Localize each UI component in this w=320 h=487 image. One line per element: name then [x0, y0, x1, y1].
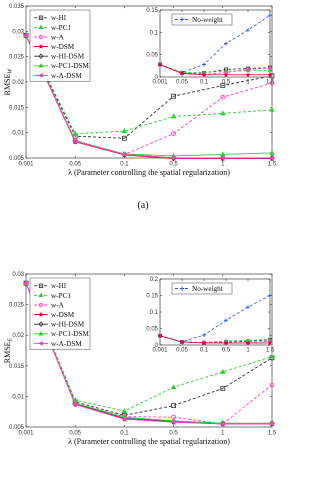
y-tick-label: 0.01 — [12, 394, 24, 401]
y-tick-label: 0.1 — [149, 30, 158, 37]
legend-label: w-PC1-DSM — [51, 330, 89, 339]
x-tick-label: 1.5 — [265, 79, 275, 86]
x-tick-label: 0.1 — [199, 347, 209, 354]
x-tick-label: 0.1 — [199, 79, 209, 86]
x-tick-label: 0.5 — [169, 161, 178, 168]
y-tick-label: 0.02 — [12, 333, 24, 340]
inset-chart — [146, 8, 275, 86]
figure-caption: (a) — [137, 200, 149, 211]
legend-label: w-A — [51, 301, 64, 310]
y-axis-label-sub: W — [7, 68, 14, 74]
legend-label: w-HI-DSM — [51, 52, 85, 61]
y-tick-label: 0.035 — [8, 4, 24, 10]
y-tick-label: 0.05 — [146, 52, 158, 59]
legend-label: w-DSM — [51, 43, 75, 51]
y-tick-label: 0.05 — [146, 326, 158, 333]
y-tick-label: 0.005 — [8, 156, 24, 162]
x-tick-label: 0.1 — [120, 161, 129, 168]
y-tick-label: 0.025 — [8, 302, 24, 309]
x-tick-label: 1.5 — [265, 347, 275, 354]
y-tick-label: 0.15 — [146, 8, 158, 14]
y-axis-label-sub: E — [7, 337, 14, 342]
inset-legend-label: No-weight — [192, 16, 223, 24]
x-tick-label: 1 — [246, 347, 250, 354]
y-tick-label: 0.025 — [8, 54, 24, 61]
y-tick-label: 0.005 — [8, 425, 24, 431]
legend-label: w-PC1 — [51, 23, 71, 32]
y-tick-label: 0.03 — [12, 29, 24, 36]
legend-label: w-HI — [51, 282, 67, 291]
y-axis-label-main: RMSE — [3, 341, 12, 364]
x-tick-label: 0.5 — [221, 79, 231, 86]
x-tick-label: 0.05 — [176, 79, 188, 86]
x-tick-label: 0.05 — [69, 161, 82, 168]
x-tick-label: 1 — [246, 79, 250, 86]
legend-label: w-PC1 — [51, 291, 71, 300]
x-axis-label: λ (Parameter controlling the spatial regularization) — [68, 437, 230, 446]
x-tick-label: 0.001 — [152, 79, 168, 86]
y-tick-label: 0.02 — [12, 80, 24, 86]
x-tick-label: 1.5 — [267, 161, 277, 168]
x-tick-label: 1.5 — [267, 430, 277, 437]
legend-label: w-A-DSM — [51, 71, 82, 80]
chart-a — [3, 4, 277, 211]
y-tick-label: 0.15 — [146, 293, 158, 300]
y-tick-label: 0.2 — [149, 277, 158, 283]
x-tick-label: 0.001 — [152, 347, 168, 354]
x-tick-label: 0.5 — [169, 430, 178, 437]
inset-legend-label: No-weight — [192, 285, 223, 293]
x-tick-label: 1 — [221, 430, 225, 437]
legend-label: w-DSM — [51, 311, 75, 319]
y-tick-label: 0.015 — [8, 363, 24, 370]
y-axis-label — [3, 68, 14, 96]
legend-label: w-HI — [51, 14, 67, 23]
x-tick-label: 0.001 — [18, 161, 34, 168]
inset-chart — [146, 277, 275, 354]
legend-label: w-A-DSM — [51, 339, 82, 348]
legend-label: w-HI-DSM — [51, 320, 85, 329]
x-axis-label: λ (Parameter controlling the spatial regularization) — [68, 168, 230, 177]
y-tick-label: 0.015 — [8, 105, 24, 112]
y-axis-label-main: RMSE — [3, 73, 12, 96]
y-axis-label — [3, 337, 14, 363]
y-tick-label: 0 — [154, 75, 158, 81]
chart-b — [3, 272, 277, 446]
legend-label: w-PC1-DSM — [51, 62, 89, 71]
legend-label: w-A — [51, 33, 64, 42]
x-tick-label: 0.001 — [18, 430, 34, 437]
y-tick-label: 0 — [154, 343, 158, 349]
x-tick-label: 0.05 — [176, 347, 188, 354]
x-tick-label: 0.1 — [120, 430, 129, 437]
x-tick-label: 0.5 — [221, 347, 231, 354]
x-tick-label: 1 — [221, 161, 225, 168]
x-tick-label: 0.05 — [69, 430, 82, 437]
y-tick-label: 0.03 — [12, 272, 24, 278]
y-tick-label: 0.1 — [149, 310, 158, 316]
y-tick-label: 0.01 — [12, 130, 24, 137]
